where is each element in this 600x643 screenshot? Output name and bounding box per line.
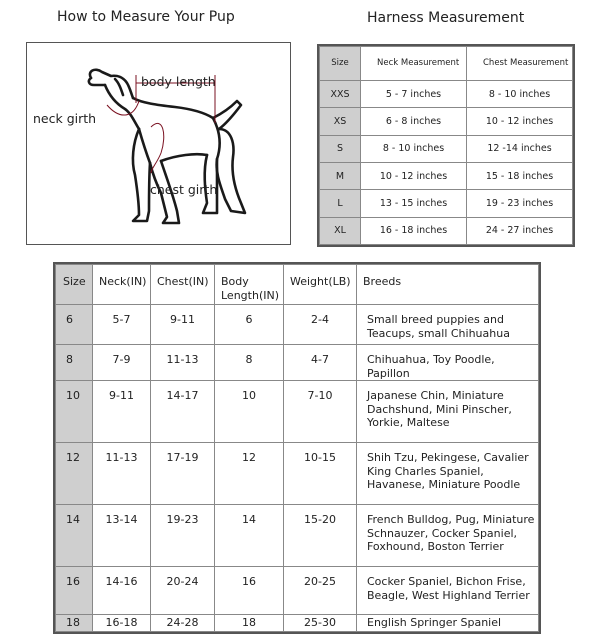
- row-breeds: Chihuahua, Toy Poodle, Papillon: [357, 345, 539, 381]
- size-chart-row: [56, 381, 539, 443]
- harness-header-chest: Chest Measurement: [467, 47, 573, 81]
- row-breeds: Shih Tzu, Pekingese, Cavalier King Charles Spaniel, Havanese, Miniature Poodle: [357, 443, 539, 505]
- header-breeds: Breeds: [357, 265, 539, 305]
- row-chest: 9-11: [151, 305, 215, 345]
- size-chart-row: [56, 305, 539, 345]
- row-breeds: English Springer Spaniel: [357, 615, 539, 632]
- row-chest: 20-24: [151, 567, 215, 615]
- row-body-length: 16: [215, 567, 284, 615]
- harness-chest: 24 - 27 inches: [467, 217, 573, 244]
- header-size: Size: [56, 265, 93, 305]
- harness-row: [320, 108, 573, 135]
- row-neck: 11-13: [93, 443, 151, 505]
- header-chest: Chest(IN): [151, 265, 215, 305]
- harness-size: S: [320, 135, 361, 162]
- row-weight: 7-10: [284, 381, 357, 443]
- header-weight: Weight(LB): [284, 265, 357, 305]
- size-chart-row: [56, 567, 539, 615]
- harness-neck: 13 - 15 inches: [361, 190, 467, 217]
- row-weight: 20-25: [284, 567, 357, 615]
- harness-size: L: [320, 190, 361, 217]
- row-body-length: 6: [215, 305, 284, 345]
- row-weight: 2-4: [284, 305, 357, 345]
- row-weight: 4-7: [284, 345, 357, 381]
- header-neck: Neck(IN): [93, 265, 151, 305]
- row-size: 6: [56, 305, 93, 345]
- harness-size: XXS: [320, 81, 361, 108]
- row-chest: 14-17: [151, 381, 215, 443]
- chest-girth-label: chest girth: [150, 182, 218, 197]
- row-size: 14: [56, 505, 93, 567]
- row-chest: 19-23: [151, 505, 215, 567]
- row-chest: 17-19: [151, 443, 215, 505]
- row-size: 16: [56, 567, 93, 615]
- row-breeds: Small breed puppies and Teacups, small Chihuahua: [357, 305, 539, 345]
- harness-size: XS: [320, 108, 361, 135]
- harness-row: [320, 190, 573, 217]
- row-neck: 7-9: [93, 345, 151, 381]
- harness-chest: 10 - 12 inches: [467, 108, 573, 135]
- harness-row: [320, 162, 573, 189]
- neck-girth-label: neck girth: [33, 111, 97, 126]
- harness-title: Harness Measurement: [367, 10, 525, 26]
- row-neck: 5-7: [93, 305, 151, 345]
- row-size: 12: [56, 443, 93, 505]
- row-body-length: 14: [215, 505, 284, 567]
- harness-neck: 6 - 8 inches: [361, 108, 467, 135]
- harness-row: [320, 217, 573, 244]
- harness-header-row: [320, 47, 573, 81]
- row-body-length: 18: [215, 615, 284, 632]
- row-chest: 24-28: [151, 615, 215, 632]
- harness-chest: 19 - 23 inches: [467, 190, 573, 217]
- size-chart-row: [56, 505, 539, 567]
- measure-diagram: [26, 42, 291, 245]
- size-chart-row: [56, 345, 539, 381]
- measure-title: How to Measure Your Pup: [57, 9, 235, 25]
- harness-chest: 15 - 18 inches: [467, 162, 573, 189]
- row-breeds: Cocker Spaniel, Bichon Frise, Beagle, West Highland Terrier: [357, 567, 539, 615]
- size-chart-table: [53, 262, 541, 634]
- harness-chest: 12 -14 inches: [467, 135, 573, 162]
- row-neck: 16-18: [93, 615, 151, 632]
- harness-neck: 5 - 7 inches: [361, 81, 467, 108]
- size-chart-row: [56, 615, 539, 632]
- harness-size: XL: [320, 217, 361, 244]
- row-breeds: Japanese Chin, Miniature Dachshund, Mini Pinscher, Yorkie, Maltese: [357, 381, 539, 443]
- row-weight: 15-20: [284, 505, 357, 567]
- row-weight: 25-30: [284, 615, 357, 632]
- harness-chest: 8 - 10 inches: [467, 81, 573, 108]
- row-breeds: French Bulldog, Pug, Miniature Schnauzer, Cocker Spaniel, Foxhound, Boston Terrier: [357, 505, 539, 567]
- row-body-length: 10: [215, 381, 284, 443]
- harness-table: [317, 44, 575, 247]
- row-neck: 9-11: [93, 381, 151, 443]
- row-weight: 10-15: [284, 443, 357, 505]
- harness-neck: 16 - 18 inches: [361, 217, 467, 244]
- harness-header-size: Size: [320, 47, 361, 81]
- row-body-length: 8: [215, 345, 284, 381]
- harness-row: [320, 81, 573, 108]
- harness-header-neck: Neck Measurement: [361, 47, 467, 81]
- row-body-length: 12: [215, 443, 284, 505]
- header-body-length: Body Length(IN): [215, 265, 284, 305]
- harness-neck: 10 - 12 inches: [361, 162, 467, 189]
- row-neck: 14-16: [93, 567, 151, 615]
- harness-row: [320, 135, 573, 162]
- row-neck: 13-14: [93, 505, 151, 567]
- harness-neck: 8 - 10 inches: [361, 135, 467, 162]
- body-length-label: body length: [141, 74, 216, 89]
- size-chart-header-row: [56, 265, 539, 305]
- row-size: 8: [56, 345, 93, 381]
- row-size: 18: [56, 615, 93, 632]
- row-chest: 11-13: [151, 345, 215, 381]
- row-size: 10: [56, 381, 93, 443]
- size-chart-row: [56, 443, 539, 505]
- harness-size: M: [320, 162, 361, 189]
